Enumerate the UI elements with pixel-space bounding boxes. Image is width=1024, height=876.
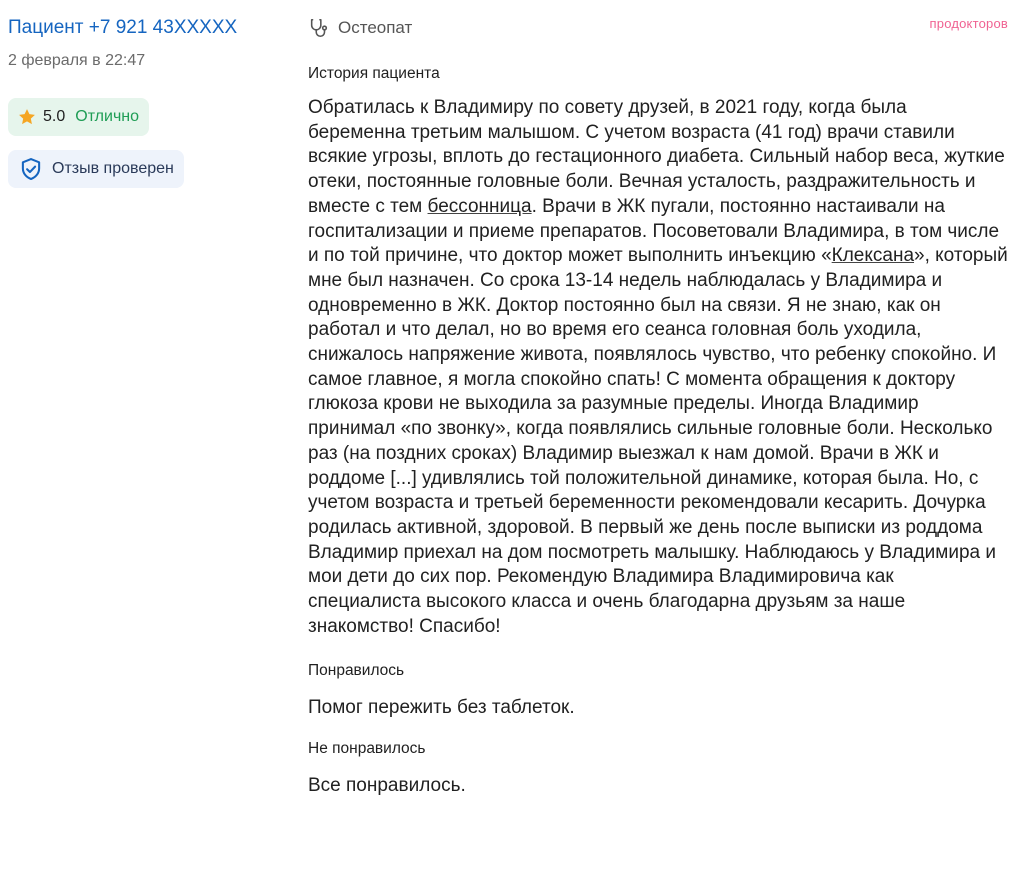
story-text-2: . Врачи в ЖК пугали, постоянно настаивали на госпитализации и приеме препаратов. Посоветовали Владимира, в том числе и по той причине, что доктор может выполнить инъекцию « [308,195,1000,267]
rating-badge [8,98,149,136]
liked-title: Понравилось [308,662,405,680]
star-icon [17,107,37,127]
stethoscope-icon [308,17,330,39]
review-story [308,96,1008,639]
story-text-1: Обратилась к Владимиру по совету друзей, в 2021 году, когда была беременна третьим малышом. С учетом возраста (41 год) врачи ставили всякие угрозы, вплоть до гестационного диабета. Сильный набор веса, жуткие отеки, постоянные головные боли. Вечная усталость, раздражительность и вместе с тем [308,97,1005,217]
history-title: История пациента [308,65,440,82]
rating-label: Отлично [75,108,140,125]
author-link[interactable]: Пациент +7 921 43XXXXX [8,17,238,38]
specialty-row [308,14,1008,42]
review-body [308,14,1008,799]
review-date: 2 февраля в 22:47 [8,52,146,69]
liked-text: Помог пережить без таблеток. [308,697,575,719]
shield-check-icon [18,156,44,182]
clexane-link[interactable]: Клексана [831,245,915,267]
review-meta [8,14,288,177]
story-text-3: », который мне был назначен. Со срока 13-14 недель наблюдалась у Владимира и одновременно в ЖК. Доктор постоянно был на связи. Я не знаю, как он работал и что делал, но во время его сеанса головная боль уходила, снижалось напряжение живота, появлялось чувство, что ребенку спокойно. И самое главное, я могла спокойно спать! С момента обращения к доктору глюкоза крови не выходила за разумные пределы. Иногда Владимир принимал «по звонку», когда появлялись сильные головные боли. Несколько раз (на поздних сроках) Владимир выезжал к нам домой. Врачи в ЖК и роддоме [...] удивлялись той положительной динамике, которая была. Но, с учетом возраста и третьей беременности рекомендовали кесарить. Дочурка родилась активной, здоровой. В первый же день после выписки из роддома Владимир приехал на дом посмотреть малышку. Наблюдаюсь у Владимира и мои дети до сих пор. Рекомендую Владимира Владимировича как специалиста высокого класса и очень благодарна друзьям за наше знакомство! Спасибо! [308,245,1008,637]
verified-badge [8,150,184,188]
rating-value: 5.0 [43,108,66,125]
brand-logo: продокторов [929,16,1008,31]
specialty-label: Остеопат [338,18,413,37]
disliked-text: Все понравилось. [308,775,466,797]
verified-label: Отзыв проверен [52,160,174,177]
disliked-title: Не понравилось [308,740,426,758]
insomnia-link[interactable]: бессонница [427,195,532,217]
